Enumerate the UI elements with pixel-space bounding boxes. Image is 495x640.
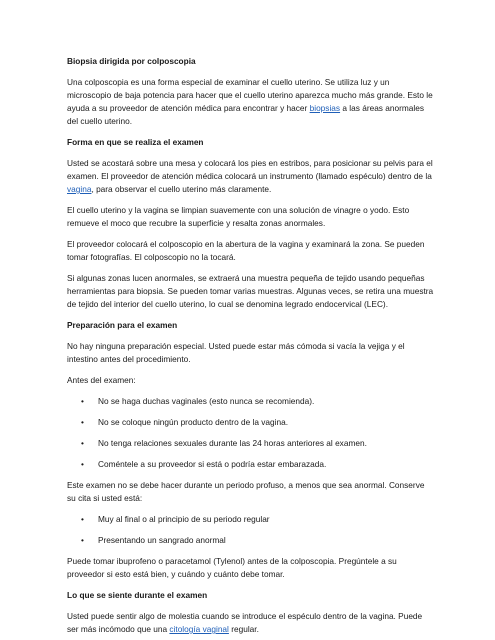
text-run: Una colposcopia es una forma especial de examinar el cuello uterino. Se utiliza luz y un microscopio de baja potencia para hacer que el cuello uterino aparezca mucho más grande. Esto le ayuda a su proveedor de atención médica para encontrar y hacer — [67, 77, 433, 113]
text-run: Usted se acostará sobre una mesa y colocará los pies en estribos, para posicionar su pelvis para el examen. El proveedor de atención médica colocará un instrumento (llamado espéculo) dentro de la — [67, 158, 433, 181]
link-citologia-vaginal[interactable]: citología vaginal — [169, 624, 229, 634]
text-run: a las áreas anormales del cuello uterino. — [67, 103, 424, 126]
list-item: • Muy al final o al principio de su periodo regular — [67, 513, 435, 526]
section-title-sensacion: Lo que se siente durante el examen — [67, 590, 208, 600]
paragraph-prep-1: No hay ninguna preparación especial. Usted puede estar más cómoda si vacía la vejiga y el intestino antes del procedimiento. — [67, 341, 405, 364]
bullet-list-period — [67, 513, 435, 547]
text-run: regular. — [228, 624, 259, 634]
paragraph-intro — [67, 76, 435, 128]
list-item: • No se haga duchas vaginales (esto nunca se recomienda). — [67, 395, 435, 408]
link-biopsias[interactable]: biopsias — [309, 103, 341, 113]
paragraph-procedure-4: Si algunas zonas lucen anormales, se extraerá una muestra pequeña de tejido usando pequeñas herramientas para biopsia. Se pueden tomar varias muestras. Algunas veces, se retira una muestra de tejido del interior del cuello uterino, lo cual se denomina legrado endocervical (LEC). — [67, 273, 434, 309]
list-item: • Presentando un sangrado anormal — [67, 534, 435, 547]
text-run: Usted puede sentir algo de molestia cuando se introduce el espéculo dentro de la vagina. Puede ser más incómodo que una — [67, 611, 423, 634]
paragraph-prep-3: Este examen no se debe hacer durante un periodo profuso, a menos que sea anormal. Conserve su cita si usted está: — [67, 480, 425, 503]
list-item: • No se coloque ningún producto dentro de la vagina. — [67, 416, 435, 429]
bullet-list-before-exam — [67, 395, 435, 471]
paragraph-procedure-1 — [67, 157, 435, 196]
section-title-preparacion: Preparación para el examen — [67, 320, 178, 330]
section-title-biopsia: Biopsia dirigida por colposcopia — [67, 56, 196, 66]
link-vagina[interactable]: vagina — [67, 184, 92, 194]
list-item: • No tenga relaciones sexuales durante las 24 horas anteriores al examen. — [67, 437, 435, 450]
paragraph-feeling — [67, 610, 435, 636]
paragraph-procedure-3: El proveedor colocará el colposcopio en la abertura de la vagina y examinará la zona. Se pueden tomar fotografías. El colposcopio no la tocará. — [67, 239, 425, 262]
section-title-forma: Forma en que se realiza el examen — [67, 137, 204, 147]
paragraph-procedure-2: El cuello uterino y la vagina se limpian suavemente con una solución de vinagre o yodo. Esto remueve el moco que recubre la superficie y resalta zonas anormales. — [67, 205, 410, 228]
text-run: , para observar el cuello uterino más claramente. — [91, 184, 272, 194]
paragraph-prep-4: Puede tomar ibuprofeno o paracetamol (Tylenol) antes de la colposcopia. Pregúntele a su proveedor si esto está bien, y cuándo y cuánto debe tomar. — [67, 556, 397, 579]
paragraph-prep-2: Antes del examen: — [67, 375, 136, 385]
list-item: • Coméntele a su proveedor si está o podría estar embarazada. — [67, 458, 435, 471]
